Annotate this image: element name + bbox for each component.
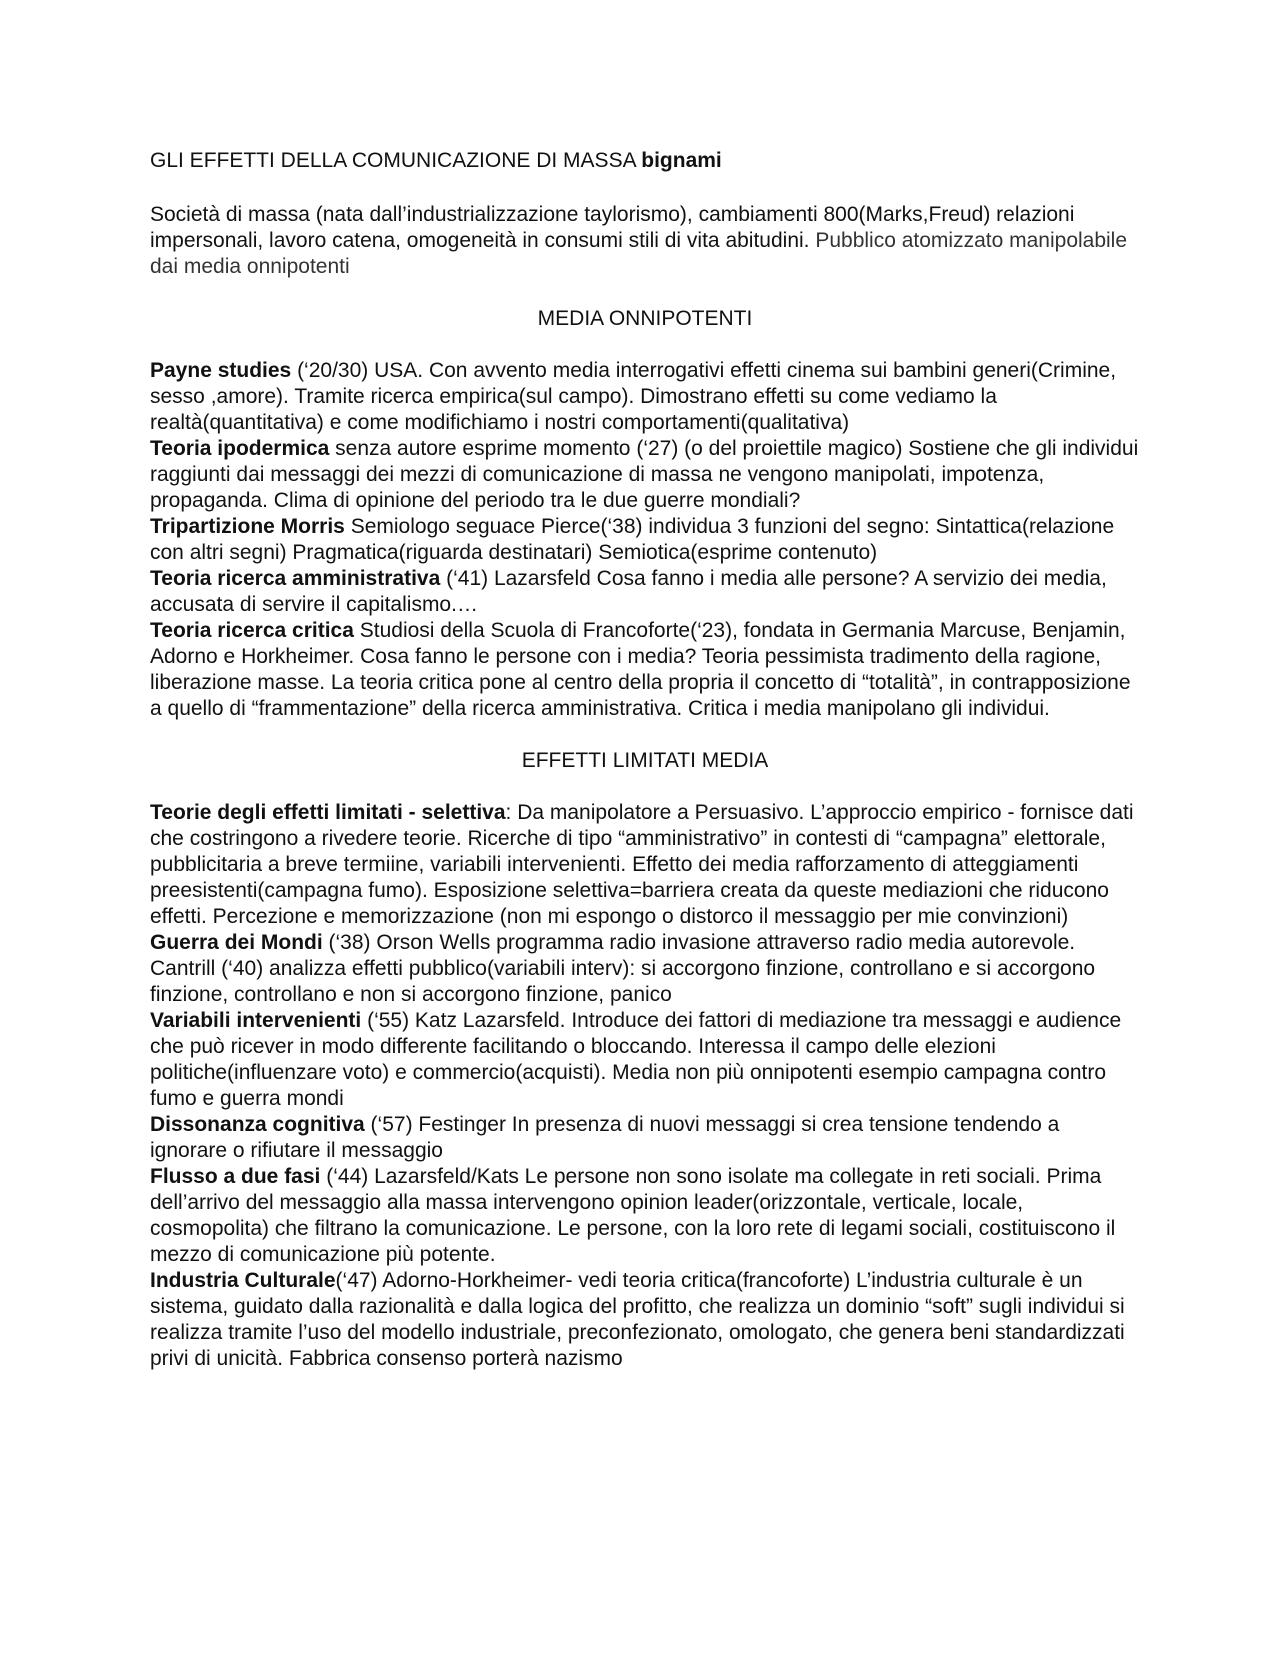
entry-text: (‘20/30) USA. Con avvento media interrogativi effetti cinema sui bambini generi(Crimine, sesso ,amore). Tramite ricerca empirica(sul campo). Dimostrano effetti su come vediamo la realtà(quantitativa) e come modifichiamo i nostri comportamenti(qualitativa) xyxy=(150,359,1117,434)
entry-text: senza autore esprime momento (‘27) (o del proiettile magico) Sostiene che gli individui raggiunti dai messaggi dei mezzi di comunicazione di massa ne vengono manipolati, impotenza, propaganda. Clima di opinione del periodo tra le due guerre mondiali? xyxy=(150,437,1139,512)
entry-text: (‘44) Lazarsfeld/Kats Le persone non sono isolate ma collegate in reti sociali. Prima dell’arrivo del messaggio alla massa intervengono opinion leader(orizzontale, verticale, locale, cosmopolita) che filtrano la comunicazione. Le persone, con la loro rete di legami sociali, costituiscono il mezzo di comunicazione più potente. xyxy=(150,1165,1116,1266)
entry xyxy=(150,514,1140,566)
entry-text: (‘47) Adorno-Horkheimer- vedi teoria critica(francoforte) L’industria culturale è un sistema, guidato dalla razionalità e dalla logica del profitto, che realizza un dominio “soft” sugli individui si realizza tramite l’uso del modello industriale, preconfezionato, omologato, che genera beni standardizzati privi di unicità. Fabbrica consenso porterà nazismo xyxy=(150,1269,1125,1370)
entry xyxy=(150,1008,1140,1112)
entry-text: (‘41) Lazarsfeld Cosa fanno i media alle persone? A servizio dei media, accusata di servire il capitalismo.… xyxy=(150,567,1107,616)
title-bold: bignami xyxy=(641,149,722,172)
document-title xyxy=(150,148,1140,174)
intro-tail: Pubblico atomizzato manipolabile dai media onnipotenti xyxy=(150,229,1128,278)
entry-term: Teorie degli effetti limitati - selettiva xyxy=(150,801,506,824)
entry-term: Guerra dei Mondi xyxy=(150,931,323,954)
entry xyxy=(150,1112,1140,1164)
section-heading: MEDIA ONNIPOTENTI xyxy=(537,307,753,330)
entry-term: Variabili intervenienti xyxy=(150,1009,362,1032)
intro-text: Società di massa (nata dall’industrializzazione taylorismo), cambiamenti 800(Marks,Freud) relazioni impersonali, lavoro catena, omogeneità in consumi stili di vita abitudini. xyxy=(150,203,1075,252)
entry xyxy=(150,358,1140,436)
section-heading: EFFETTI LIMITATI MEDIA xyxy=(521,749,769,772)
entry xyxy=(150,618,1140,722)
entry-text: (‘57) Festinger In presenza di nuovi messaggi si crea tensione tendendo a ignorare o rifiutare il messaggio xyxy=(150,1113,1060,1162)
entry-text: Studiosi della Scuola di Francoforte(‘23), fondata in Germania Marcuse, Benjamin, Adorno e Horkheimer. Cosa fanno le persone con i media? Teoria pessimista tradimento della ragione, liberazione masse. La teoria critica pone al centro della propria il concetto di “totalità”, in contrapposizione a quello di “frammentazione” della ricerca amministrativa. Critica i media manipolano gli individui. xyxy=(150,619,1131,720)
entry-text: : Da manipolatore a Persuasivo. L’approccio empirico - fornisce dati che costringono a rivedere teorie. Ricerche di tipo “amministrativo” in contesti di “campagna” elettorale, pubblicitaria a breve termiine, variabili intervenienti. Effetto dei media rafforzamento di atteggiamenti preesistenti(campagna fumo). Esposizione selettiva=barriera creata da queste mediazioni che riducono effetti. Percezione e memorizzazione (non mi espongo o distorco il messaggio per mie convinzioni) xyxy=(150,801,1134,928)
entry-term: Flusso a due fasi xyxy=(150,1165,321,1188)
entry xyxy=(150,1164,1140,1268)
entry-text: (‘55) Katz Lazarsfeld. Introduce dei fattori di mediazione tra messaggi e audience che può ricever in modo differente facilitando o bloccando. Interessa il campo delle elezioni politiche(influenzare voto) e commercio(acquisti). Media non più onnipotenti esempio campagna contro fumo e guerra mondi xyxy=(150,1009,1122,1110)
entry xyxy=(150,436,1140,514)
entry xyxy=(150,1268,1140,1372)
entry xyxy=(150,566,1140,618)
entry xyxy=(150,930,1140,1008)
entry-term: Payne studies xyxy=(150,359,292,382)
entry-text: Semiologo seguace Pierce(‘38) individua 3 funzioni del segno: Sintattica(relazione con altri segni) Pragmatica(riguarda destinatari) Semiotica(esprime contenuto) xyxy=(150,515,1115,564)
section-entries xyxy=(150,358,1140,722)
entry-term: Tripartizione Morris xyxy=(150,515,345,538)
entry-term: Dissonanza cognitiva xyxy=(150,1113,365,1136)
entry-term: Teoria ricerca amministrativa xyxy=(150,567,441,590)
intro-paragraph xyxy=(150,202,1140,280)
entry-term: Industria Culturale xyxy=(150,1269,336,1292)
section-entries xyxy=(150,800,1140,1372)
entry-text: (‘38) Orson Wells programma radio invasione attraverso radio media autorevole. Cantrill (‘40) analizza effetti pubblico(variabili interv): si accorgono finzione, controllano e si accorgono finzione, controllano e non si accorgono finzione, panico xyxy=(150,931,1096,1006)
entry-term: Teoria ricerca critica xyxy=(150,619,354,642)
entry xyxy=(150,800,1140,930)
entry-term: Teoria ipodermica xyxy=(150,437,330,460)
title-text: GLI EFFETTI DELLA COMUNICAZIONE DI MASSA xyxy=(150,149,636,172)
